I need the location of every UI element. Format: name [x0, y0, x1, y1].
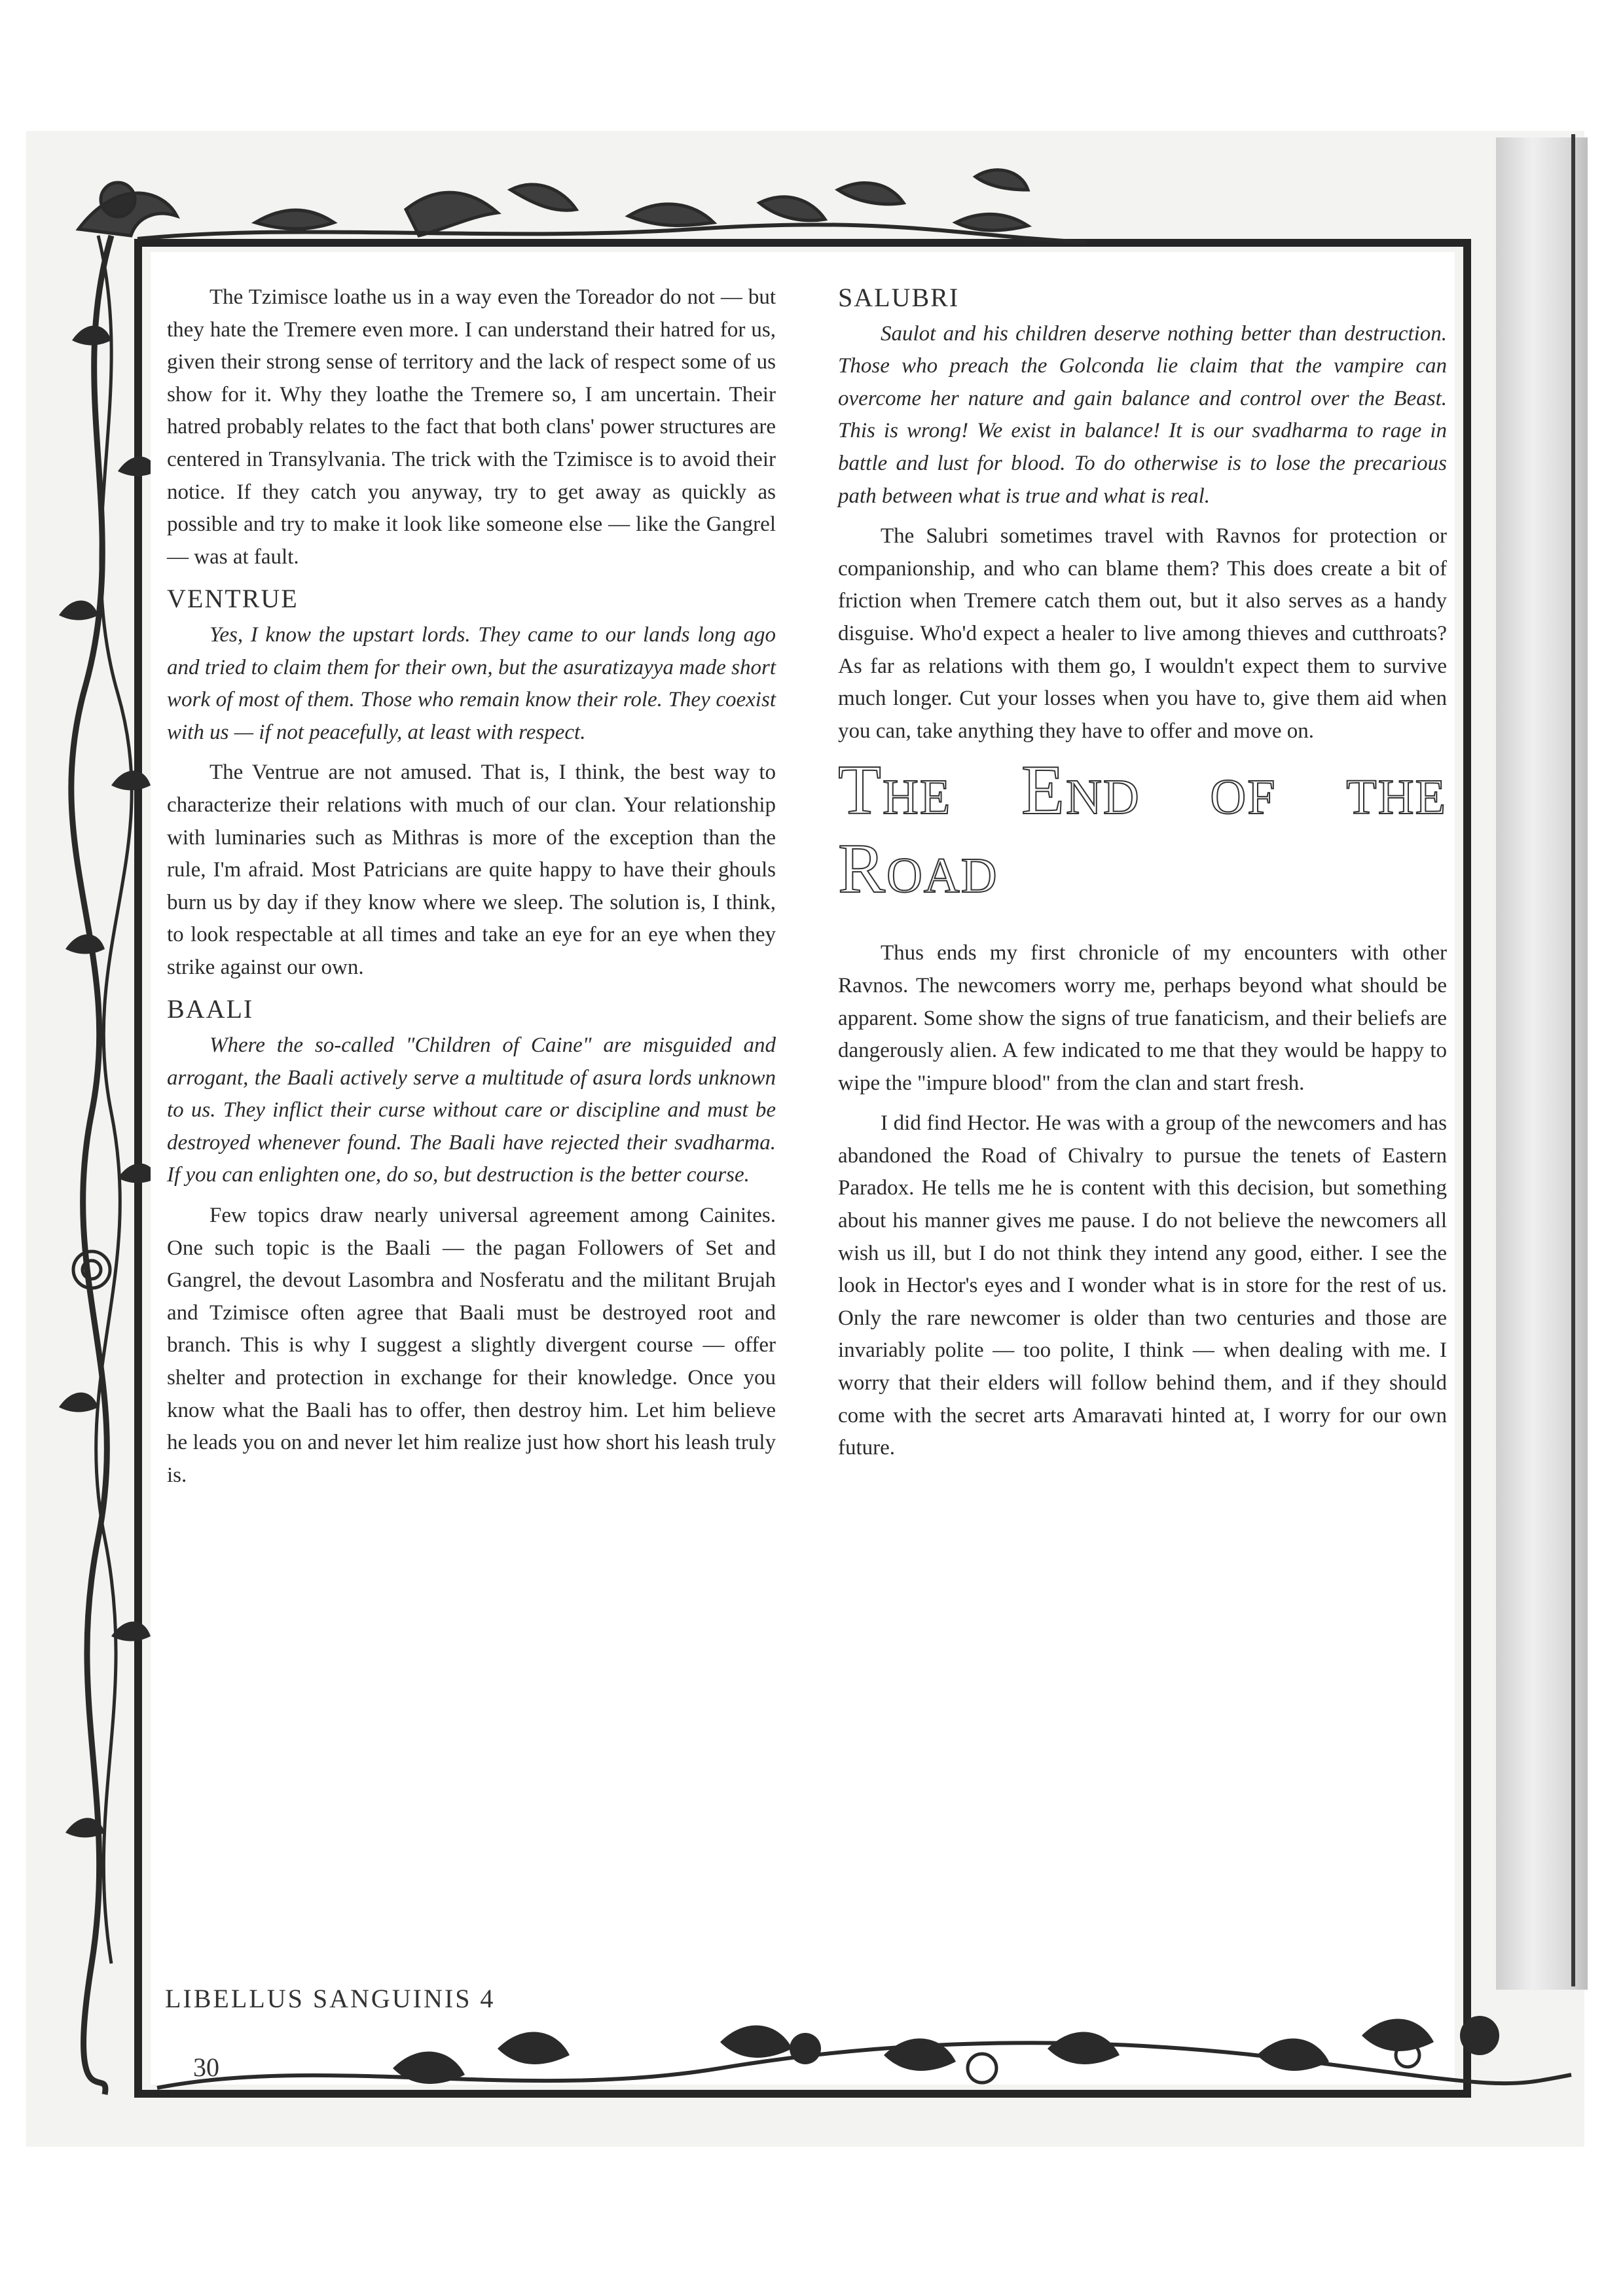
baali-heading: BAALI — [167, 994, 254, 1024]
tzimisce-paragraph: The Tzimisce loathe us in a way even the Toreador do not — but they hate the Tremere even more. I can understand their hatred for us, given their strong sense of territory and the lack of respect some of us show for it. Why they loathe the Tremere so, I am uncertain. Their hatred probably relates to the fact that both clans' power structures are centered in Transylvania. The trick with the Tzimisce is to avoid their notice. If they catch you anyway, try to get away as quickly as possible and try to make it look like someone else — like the Gangrel — was at fault. — [167, 285, 776, 569]
salubri-heading: SALUBRI — [838, 283, 960, 312]
salubri-paragraph: The Salubri sometimes travel with Ravnos for protection or companionship, and who can blame them? This does create a bit of friction when Tremere catch them out, but it also serves as a handy disguise. Who'd expect a healer to live among thieves and cutthroats? As far as relations with them go, I wouldn't expect them to survive much longer. Cut your losses when you have to, give them aid when you can, take anything they have to offer and move on. — [838, 524, 1447, 743]
ventrue-heading: VENTRUE — [167, 584, 299, 614]
running-footer-title: LIBELLUS SANGUINIS 4 — [165, 1984, 496, 2013]
end-of-road-title: The End of the Road — [838, 751, 1447, 908]
right-column — [838, 281, 1447, 1465]
baali-paragraph: Few topics draw nearly universal agreement among Cainites. One such topic is the Baali — the pagan Followers of Set and Gangrel, the devout Lasombra and Nosferatu and the militant Brujah and Tzimisce often agree that Baali must be destroyed root and branch. This is why I suggest a slightly divergent course — offer shelter and protection in exchange for their knowledge. Once you know what the Baali has to offer, then destroy him. Let him believe he leads you on and never let him realize just how short his leash truly is. — [167, 1204, 776, 1487]
top-vine-ornament — [39, 151, 1480, 268]
ventrue-quote: Yes, I know the upstart lords. They came to our lands long ago and tried to claim them for their own, but the asuratizayya made short work of most of them. Those who remain know their role. They coexist with us — if not peacefully, at least with respect. — [167, 622, 776, 744]
end-of-road-paragraph-1: Thus ends my first chronicle of my encounters with other Ravnos. The newcomers worry me, perhaps beyond what should be apparent. Some show the signs of true fanaticism, and their beliefs are dangerously alien. A few indicated to me that they would be happy to wipe the "impure blood" from the clan and start fresh. — [838, 941, 1447, 1095]
ventrue-paragraph: The Ventrue are not amused. That is, I think, the best way to characterize their relations with much of our clan. Your relationship with luminaries such as Mithras is more of the exception than the rule, I'm afraid. Most Patricians are quite happy to have their ghouls burn us by day if they know where we sleep. The solution is, I think, to look respectable at all times and take an eye for an eye when they strike against our own. — [167, 761, 776, 979]
baali-quote: Where the so-called "Children of Caine" are misguided and arrogant, the Baali actively serve a multitude of asura lords unknown to us. They inflict their curse without care or discipline and must be destroyed whenever found. The Baali have rejected their svadharma. If you can enlighten one, do so, but destruction is the better course. — [167, 1033, 776, 1187]
page-number: 30 — [193, 2053, 219, 2082]
left-vine-ornament — [39, 196, 151, 2127]
left-column — [167, 281, 776, 1492]
page-edge-line — [1571, 134, 1575, 1986]
salubri-quote: Saulot and his children deserve nothing better than destruction. Those who preach the Golconda lie claim that the vampire can overcome her nature and gain balance and control over the Beast. This is wrong! We exist in balance! It is our svadharma to rage in battle and lust for blood. To do otherwise is to lose the precarious path between what is true and what is real. — [838, 321, 1447, 508]
end-of-road-paragraph-2: I did find Hector. He was with a group of the newcomers and has abandoned the Road of Chivalry to pursue the tenets of Eastern Paradox. He tells me he is content with this decision, but something about his manner gives me pause. I do not believe the newcomers all wish us ill, but I do not think they intend any good, either. I see the look in Hector's eyes and I wonder what is in store for the rest of us. Only the rare newcomer is older than two centuries and those are invariably polite — too polite, I think — when dealing with me. I worry that their elders will follow behind them, and if they should come with the secret arts Amaravati hinted at, I worry for our own future. — [838, 1111, 1447, 1460]
